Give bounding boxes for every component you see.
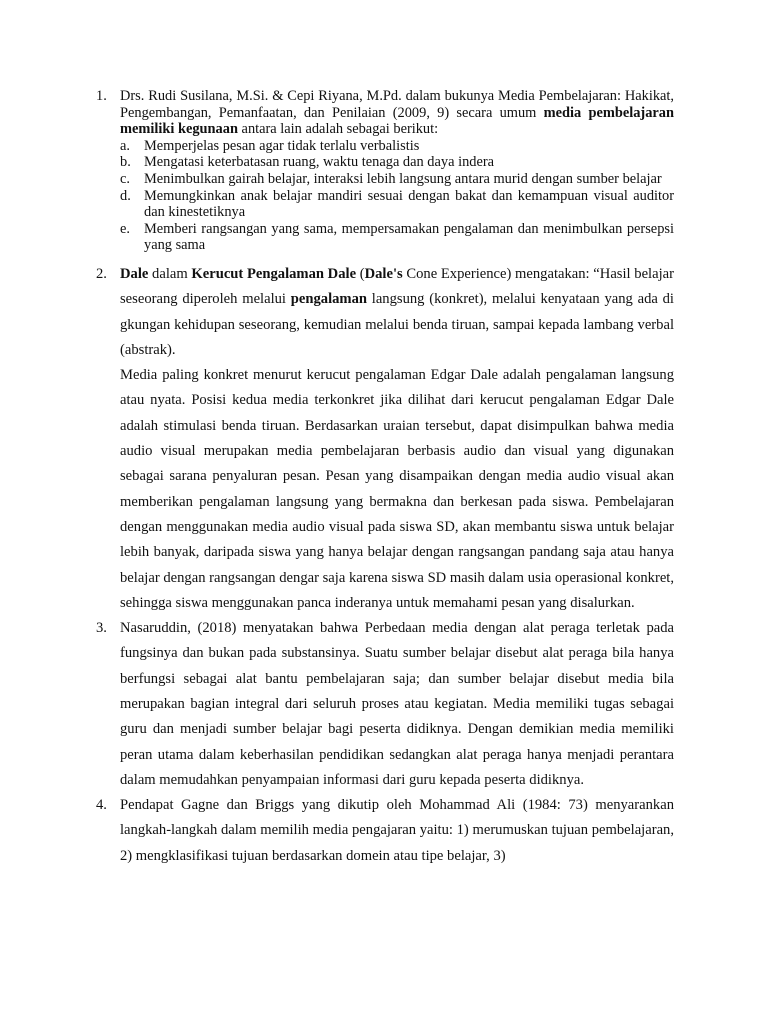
- item-text: Pendapat Gagne dan Briggs yang dikutip oleh Mohammad Ali (1984: 73) menyarankan langkah-langkah dalam memilih media pengajaran yaitu: 1) merumuskan tujuan pembelajaran, 2) mengklasifikasi tujuan berdasarkan domein atau tipe belajar, 3): [120, 797, 674, 864]
- bold-text-run: Dale: [120, 265, 149, 282]
- sublist-item-b: [120, 154, 674, 171]
- bold-text-run: Dale's: [364, 265, 403, 282]
- item-text: Nasaruddin, (2018) menyatakan bahwa Perbedaan media dengan alat peraga terletak pada fungsinya dan bukan pada substansinya. Suatu sumber belajar disebut alat peraga bila hanya berfungsi sebagai alat bantu pembelajaran saja; dan sumber belajar disebut media bila merupakan bagian integral dari seluruh proses atau kegiatan. Media memiliki tugas sebagai guru dan menjadi sumber belajar bagi peserta didiknya. Dengan demikian media memiliki peran utama dalam keberhasilan pendidikan sedangkan alat peraga hanya menjadi perantara dalam memudahkan penyampaian informasi dari guru kepada peserta didiknya.: [120, 620, 674, 788]
- sublist: [120, 138, 674, 254]
- item-paragraph: Media paling konkret menurut kerucut pengalaman Edgar Dale adalah pengalaman langsung atau nyata. Posisi kedua media terkonkret jika dilihat dari kerucut pengalaman Edgar Dale adalah stimulasi benda tiruan. Berdasarkan uraian tersebut, dapat disimpulkan bahwa media audio visual merupakan media pembelajaran berbasis audio dan visual yang digunakan sebagai sarana penyaluran pesan. Pesan yang disampaikan dengan media audio visual akan memberikan pengalaman langsung yang bermakna dan berkesan pada siswa. Pembelajaran dengan menggunakan media audio visual pada siswa SD, akan membantu siswa untuk belajar lebih banyak, daripada siswa yang hanya belajar dengan rangsangan pandang saja atau hanya belajar dengan rangsangan dengar saja karena siswa SD masih dalam usia operasional konkret, sehingga siswa menggunakan panca inderanya untuk memahami pesan yang disalurkan.: [120, 367, 674, 611]
- item-number: 4.: [96, 797, 107, 814]
- sublist-text: Memungkinkan anak belajar mandiri sesuai dengan bakat dan kemampuan visual auditor dan kinestetiknya: [144, 187, 674, 221]
- text-run: Drs. Rudi Susilana, M.Si. & Cepi Riyana, M.Pd. dalam bukunya Media Pembelajaran: Hakikat, Pengembangan, Pemanfaatan, dan Penilaian (2009, 9) secara umum: [120, 88, 674, 121]
- bold-text-run: pengalaman: [290, 291, 367, 308]
- text-run: Cone Experience) mengatakan: “Hasil belajar seseorang diperoleh melalui: [120, 265, 674, 308]
- item-text: [120, 262, 674, 363]
- sublist-text: Mengatasi keterbatasan ruang, waktu tenaga dan daya indera: [144, 154, 495, 171]
- item-number: 3.: [96, 620, 107, 637]
- sublist-text: Memberi rangsangan yang sama, mempersamakan pengalaman dan menimbulkan persepsi yang sama: [144, 220, 674, 254]
- sublist-letter: d.: [120, 187, 131, 204]
- sublist-text: Menimbulkan gairah belajar, interaksi lebih langsung antara murid dengan sumber belajar: [144, 170, 662, 187]
- text-run: antara lain adalah sebagai berikut:: [237, 121, 439, 138]
- document-page: [96, 88, 674, 869]
- bold-text-run: media pembelajaran memiliki kegunaan: [120, 104, 674, 138]
- sublist-letter: a.: [120, 137, 130, 154]
- sublist-text: Memperjelas pesan agar tidak terlalu verbalistis: [144, 137, 420, 154]
- sublist-item-c: [120, 171, 674, 188]
- sublist-item-e: [120, 221, 674, 254]
- item-text: [120, 88, 674, 138]
- list-item-2: [96, 262, 674, 616]
- list-item-4: [96, 793, 674, 869]
- bold-text-run: Kerucut Pengalaman Dale: [191, 265, 357, 282]
- sublist-letter: e.: [120, 220, 130, 237]
- list-item-1: [96, 88, 674, 254]
- text-run: langsung (konkret), melalui kenyataan yang ada di gkungan kehidupan seseorang, kemudian melalui benda tiruan, sampai kepada lambang verbal (abstrak).: [120, 291, 674, 358]
- sublist-item-a: [120, 138, 674, 155]
- text-run: dalam: [148, 265, 192, 282]
- sublist-letter: c.: [120, 170, 130, 187]
- item-number: 2.: [96, 265, 107, 282]
- item-number: 1.: [96, 88, 107, 104]
- list-item-3: [96, 616, 674, 793]
- sublist-item-d: [120, 188, 674, 221]
- sublist-letter: b.: [120, 154, 131, 171]
- text-run: (: [356, 265, 365, 282]
